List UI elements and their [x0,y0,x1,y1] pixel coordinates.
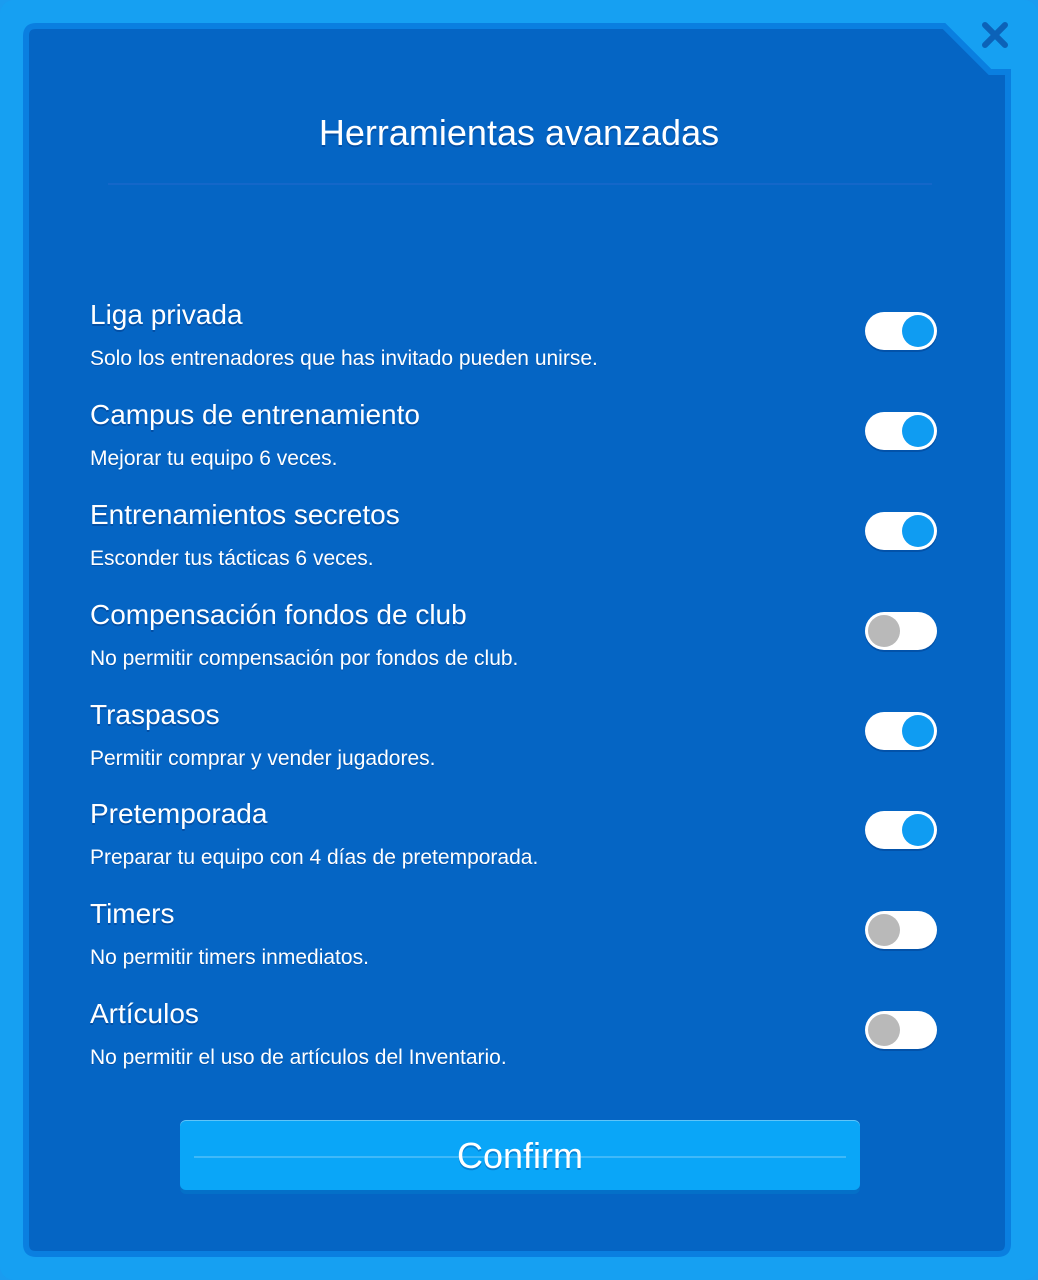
toggle-knob [902,415,934,447]
close-button[interactable] [978,18,1012,52]
option-row-club-funds [90,598,950,688]
option-description: Permitir comprar y vender jugadores. [90,747,436,770]
toggle-timers[interactable] [865,911,937,949]
option-title: Artículos [90,998,199,1029]
option-title: Compensación fondos de club [90,599,467,630]
toggle-knob [868,914,900,946]
option-title: Liga privada [90,299,243,330]
option-description: Solo los entrenadores que has invitado pueden unirse. [90,347,598,370]
option-title: Campus de entrenamiento [90,399,420,430]
toggle-knob [902,315,934,347]
option-description: Mejorar tu equipo 6 veces. [90,447,338,470]
toggle-club-funds[interactable] [865,612,937,650]
option-title: Pretemporada [90,798,268,829]
toggle-knob [902,715,934,747]
option-title: Entrenamientos secretos [90,499,400,530]
toggle-knob [902,515,934,547]
option-description: No permitir timers inmediatos. [90,946,369,969]
toggle-training-camp[interactable] [865,412,937,450]
toggle-secret-training[interactable] [865,512,937,550]
toggle-knob [868,615,900,647]
toggle-private-league[interactable] [865,312,937,350]
toggle-transfers[interactable] [865,712,937,750]
dialog-title: Herramientas avanzadas [318,112,720,153]
option-row-preseason [90,797,950,887]
toggle-knob [902,814,934,846]
toggle-preseason[interactable] [865,811,937,849]
option-row-timers [90,897,950,987]
option-description: No permitir el uso de artículos del Inventario. [90,1046,507,1069]
option-row-transfers [90,698,950,788]
option-description: Esconder tus tácticas 6 veces. [90,547,374,570]
option-row-secret-training [90,498,950,588]
option-title: Timers [90,898,175,929]
option-row-items [90,997,950,1087]
option-row-training-camp [90,398,950,488]
confirm-label: Confirm [456,1135,584,1176]
option-row-private-league [90,298,950,388]
toggle-items[interactable] [865,1011,937,1049]
confirm-button[interactable] [180,1120,860,1190]
option-description: No permitir compensación por fondos de club. [90,647,519,670]
title-divider [108,183,932,185]
close-icon [978,18,1012,52]
option-title: Traspasos [90,699,220,730]
option-description: Preparar tu equipo con 4 días de pretemporada. [90,846,539,869]
toggle-knob [868,1014,900,1046]
